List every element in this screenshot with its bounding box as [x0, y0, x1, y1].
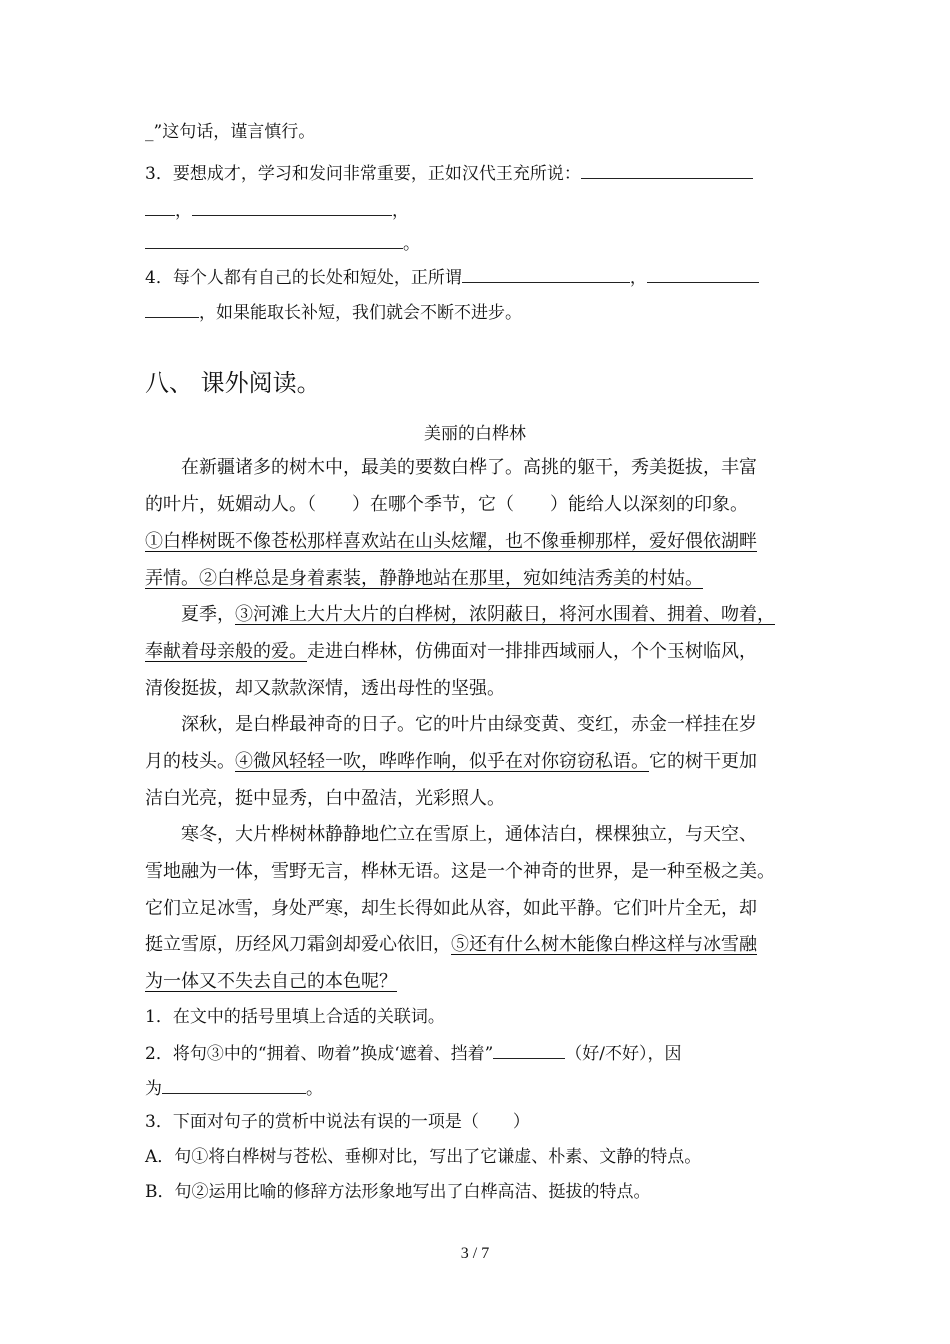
- question-2: [145, 1042, 808, 1065]
- passage-line: 它们立足冰雪，身处严寒，却生长得如此从容，如此平静。它们叶片全无，却: [145, 898, 757, 919]
- passage-line: [145, 751, 808, 773]
- answer-blank[interactable]: [145, 301, 199, 318]
- question-3: 3．下面对句子的赏析中说法有误的一项是（ ）: [145, 1112, 530, 1132]
- passage-line: [145, 971, 808, 993]
- answer-blank[interactable]: [145, 199, 175, 216]
- text: 。: [403, 234, 420, 254]
- passage-line: 深秋，是白桦最神奇的日子。它的叶片由绿变黄、变红，赤金一样挂在岁: [181, 714, 757, 735]
- option-b: B．句②运用比喻的修辞方法形象地写出了白桦高洁、挺拔的特点。: [145, 1182, 651, 1202]
- underlined-sentence: 奉献着母亲般的爱。: [145, 641, 307, 662]
- underlined-sentence: 为一体又不失去自己的本色呢？: [145, 971, 397, 992]
- passage-line: 弄情。②白桦总是身着素装，静静地站在那里，宛如纯洁秀美的村姑。: [145, 568, 703, 589]
- text: 走进白桦林，仿佛面对一排排西域丽人，个个玉树临风，: [307, 641, 757, 662]
- passage-title: 美丽的白桦林: [424, 424, 526, 444]
- passage-line: 清俊挺拔，却又款款深情，透出母性的坚强。: [145, 678, 505, 699]
- page-number: 3 / 7: [460, 1245, 490, 1262]
- answer-blank[interactable]: [462, 266, 630, 283]
- question-text: 3．要想成才，学习和发问非常重要，正如汉代王充所说：: [145, 164, 581, 184]
- answer-blank[interactable]: [493, 1042, 565, 1059]
- answer-blank[interactable]: [192, 199, 392, 216]
- passage-line: 洁白光亮，挺中显秀，白中盈洁，光彩照人。: [145, 788, 505, 809]
- text: ，: [175, 201, 192, 221]
- passage-line: [145, 641, 808, 663]
- text: _”这句话，谨言慎行。: [145, 122, 316, 142]
- underlined-sentence: ③河滩上大片大片的白桦树，浓阴蔽日，将河水围着、拥着、吻着，: [235, 604, 775, 625]
- underlined-sentence: ⑤还有什么树木能像白桦这样与冰雪融: [451, 934, 757, 955]
- passage-line: 在新疆诸多的树木中，最美的要数白桦了。高挑的躯干，秀美挺拔，丰富: [181, 457, 757, 478]
- text: 夏季，: [181, 604, 235, 625]
- question-2-cont: [145, 1077, 808, 1100]
- passage-line: [145, 604, 808, 626]
- text: ，: [629, 268, 647, 288]
- text: 为: [145, 1079, 162, 1099]
- answer-blank[interactable]: [581, 162, 753, 179]
- underlined-sentence: ④微风轻轻一吹，哗哗作响，似乎在对你窃窃私语。: [235, 751, 649, 772]
- text: （好/不好），因: [565, 1044, 682, 1064]
- option-a: A．句①将白桦树与苍松、垂柳对比，写出了它谦虚、朴素、文静的特点。: [145, 1147, 702, 1167]
- question-4-cont: [145, 301, 808, 324]
- section-heading: 八、 课外阅读。: [145, 369, 321, 397]
- text-line: [145, 121, 808, 143]
- text: ，: [392, 201, 409, 221]
- question-text: 4．每个人都有自己的长处和短处，正所谓: [145, 268, 462, 288]
- question-text: 2．将句③中的“拥着、吻着”换成‘遮着、挡着”: [145, 1044, 494, 1064]
- text: 。: [306, 1079, 323, 1099]
- question-3-cont: [145, 232, 808, 255]
- text: 月的枝头。: [145, 751, 235, 772]
- passage-line: [145, 934, 808, 956]
- question-3: [145, 162, 808, 185]
- passage-line: 雪地融为一体，雪野无言，桦林无语。这是一个神奇的世界，是一种至极之美。: [145, 861, 775, 882]
- passage-line: 寒冬，大片桦树林静静地伫立在雪原上，通体洁白，棵棵独立，与天空、: [181, 824, 757, 845]
- answer-blank[interactable]: [647, 266, 759, 283]
- answer-blank[interactable]: [145, 232, 403, 249]
- passage-line: 的叶片，妩媚动人。（ ）在哪个季节，它（ ）能给人以深刻的印象。: [145, 494, 748, 515]
- answer-blank[interactable]: [162, 1077, 306, 1094]
- question-4: [145, 266, 808, 289]
- passage-line: ①白桦树既不像苍松那样喜欢站在山头炫耀，也不像垂柳那样，爱好偎依湖畔: [145, 531, 757, 552]
- question-1: 1．在文中的括号里填上合适的关联词。: [145, 1007, 445, 1027]
- text: 它的树干更加: [649, 751, 757, 772]
- text: 挺立雪原，历经风刀霜剑却爱心依旧，: [145, 934, 451, 955]
- question-3-cont: [145, 199, 808, 222]
- text: ，如果能取长补短，我们就会不断不进步。: [199, 303, 522, 323]
